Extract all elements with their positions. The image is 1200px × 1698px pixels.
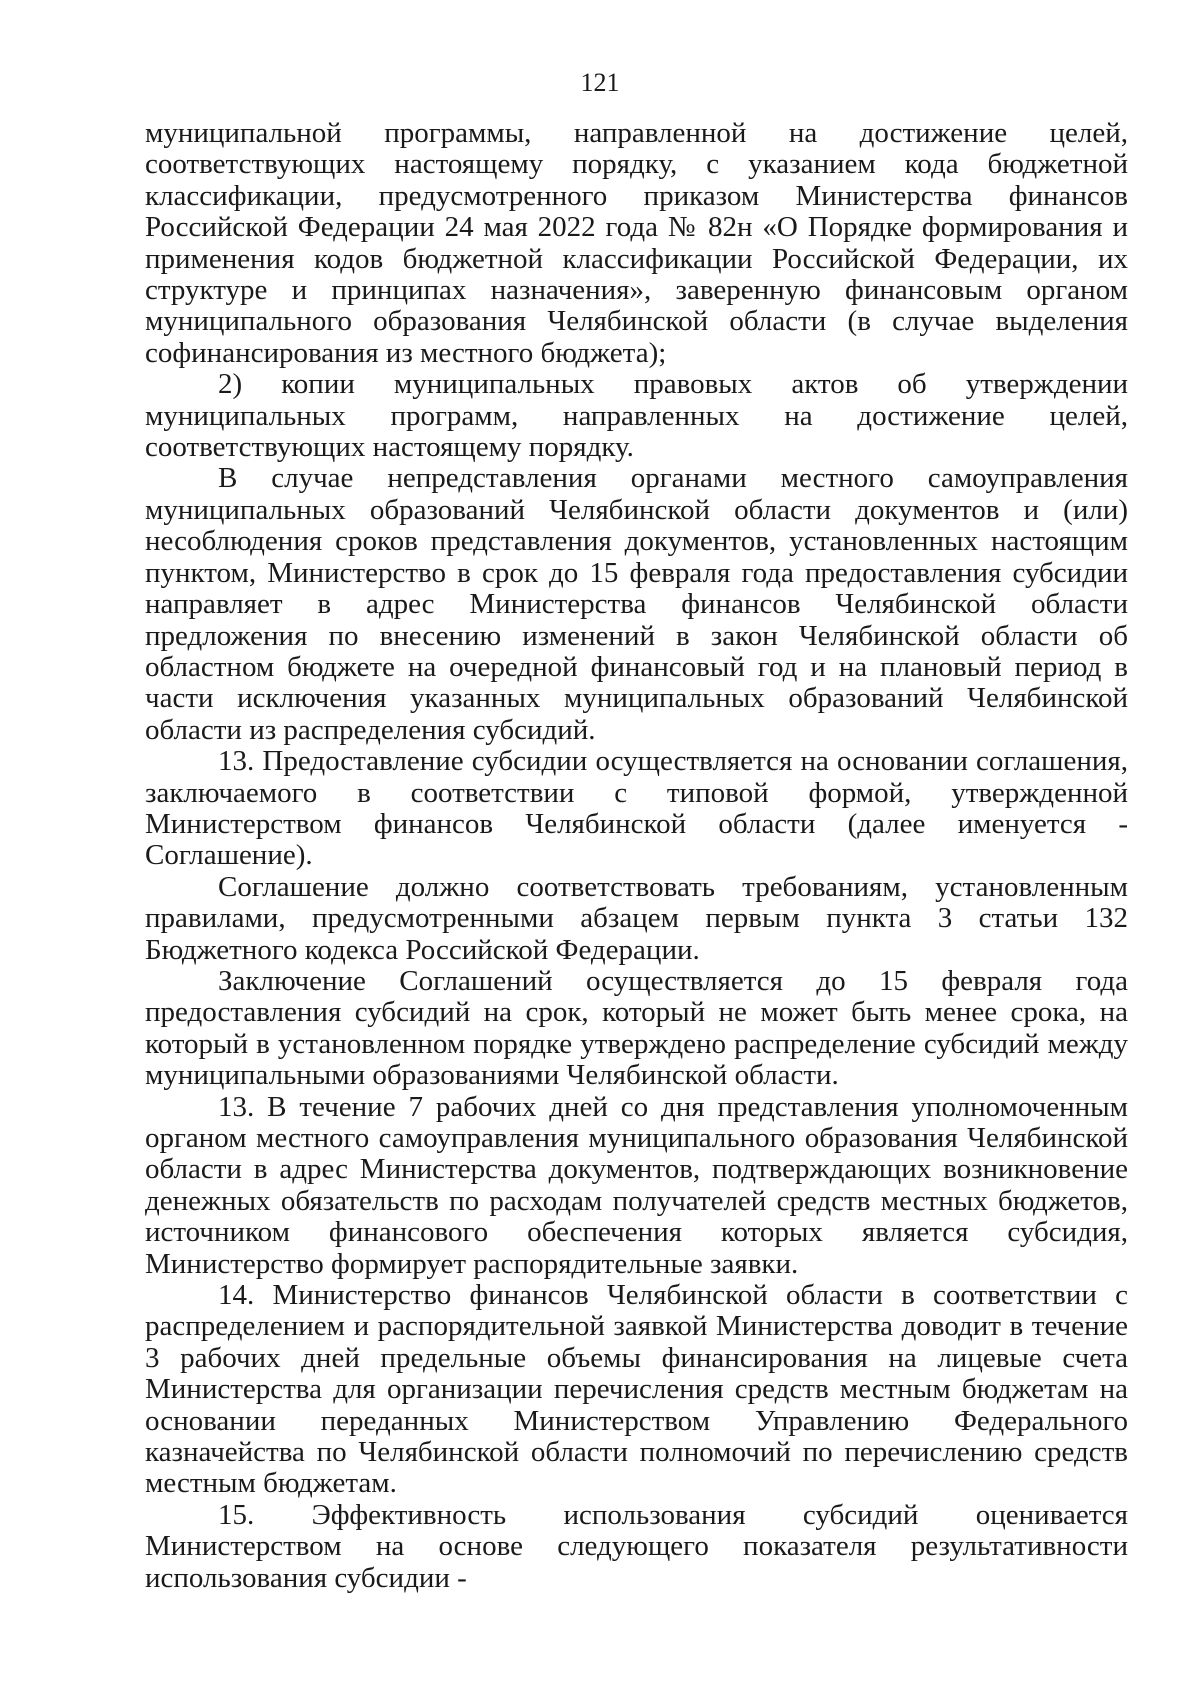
paragraph-13-requests: 13. В течение 7 рабочих дней со дня представления уполномоченным органом местного самоуправления муниципального образования Челябинской области в адрес Министерства документов, подтверждающих возникновение денежных обязательств по расходам получателей средств местных бюджетов, источником финансового обеспечения которых является субсидия, Министерство формирует распорядительные заявки. — [145, 1090, 1128, 1280]
paragraph-13-agreement: 13. Предоставление субсидии осуществляется на основании соглашения, заключаемого в соответствии с типовой формой, утвержденной Министерством финансов Челябинской области (далее именуется - Соглашение). — [145, 745, 1128, 872]
paragraph-agreement-conclusion: Заключение Соглашений осуществляется до 15 февраля года предоставления субсидий на срок, который не может быть менее срока, на который в установленном порядке утверждено распределение субсидий между муниципальными образованиями Челябинской области. — [145, 964, 1128, 1092]
document-body — [145, 118, 1128, 1594]
paragraph-continuation: муниципальной программы, направленной на достижение целей, соответствующих настоящему порядку, с указанием кода бюджетной классификации, предусмотренного приказом Министерства финансов Российской Федерации 24 мая 2022 года № 82н «О Порядке формирования и применения кодов бюджетной классификации Российской Федерации, их структуре и принципах назначения», заверенную финансовым органом муниципального образования Челябинской области (в случае выделения софинансирования из местного бюджета); — [145, 117, 1128, 369]
paragraph-non-submission: В случае непредставления органами местного самоуправления муниципальных образований Челябинской области документов и (или) несоблюдения сроков представления документов, установленных настоящим пунктом, Министерство в срок до 15 февраля года предоставления субсидии направляет в адрес Министерства финансов Челябинской области предложения по внесению изменений в закон Челябинской области об областном бюджете на очередной финансовый год и на плановый период в части исключения указанных муниципальных образований Челябинской области из распределения субсидий. — [145, 462, 1128, 746]
paragraph-agreement-requirements: Соглашение должно соответствовать требованиям, установленным правилами, предусмотренными абзацем первым пункта 3 статьи 132 Бюджетного кодекса Российской Федерации. — [145, 870, 1128, 966]
paragraph-15-efficiency: 15. Эффективность использования субсидий оценивается Министерством на основе следующего показателя результативности использования субсидии - — [145, 1498, 1128, 1594]
paragraph-14-financing: 14. Министерство финансов Челябинской области в соответствии с распределением и распорядительной заявкой Министерства доводит в течение 3 рабочих дней предельные объемы финансирования на лицевые счета Министерства для организации перечисления средств местным бюджетам на основании переданных Министерством Управлению Федерального казначейства по Челябинской области полномочий по перечислению средств местным бюджетам. — [145, 1279, 1128, 1500]
page-number: 121 — [580, 68, 620, 97]
paragraph-item-2: 2) копии муниципальных правовых актов об утверждении муниципальных программ, направленных на достижение целей, соответствующих настоящему порядку. — [145, 368, 1128, 464]
